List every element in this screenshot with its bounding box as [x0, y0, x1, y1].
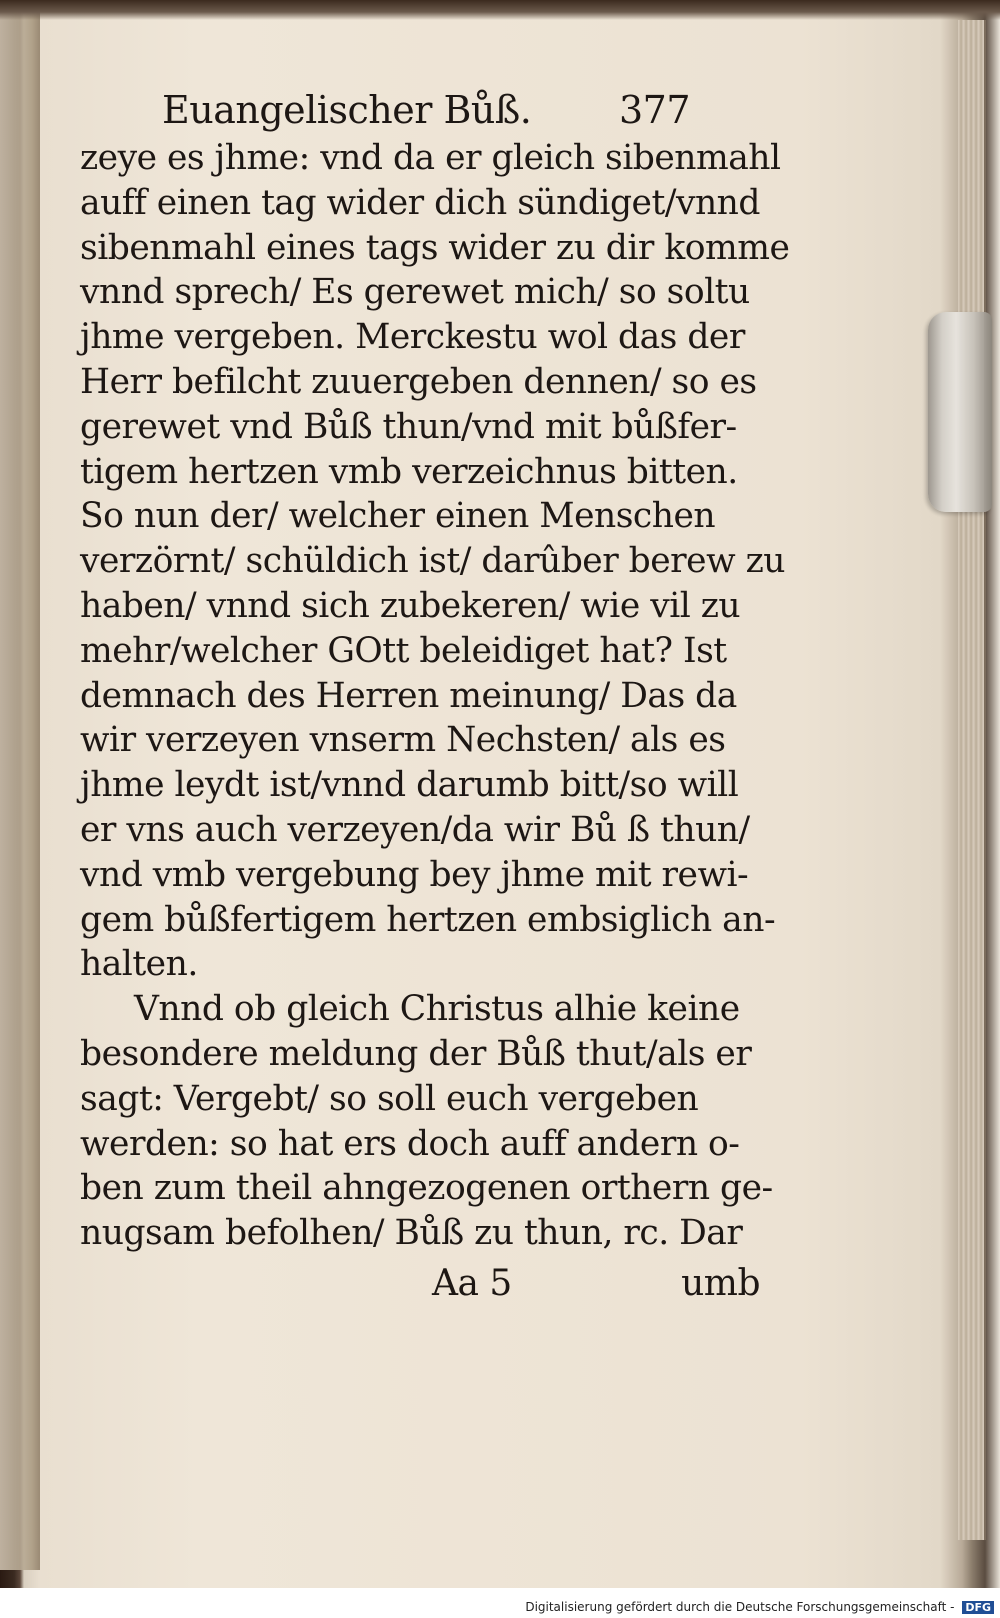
text-line: nugsam befolhen/ Bůß zu thun, rc. Dar [80, 1213, 743, 1254]
text-line: ben zum theil ahngezogenen orthern ge- [80, 1168, 773, 1209]
signature-mark: Aa 5 [432, 1262, 512, 1304]
page-number: 377 [618, 88, 690, 132]
text-line: er vns auch verzeyen/da wir Bů ß thun/ [80, 809, 750, 850]
text-line: Herr befilcht zuuergeben dennen/ so es [80, 361, 757, 402]
text-line: vnnd sprech/ Es gerewet mich/ so soltu [80, 272, 750, 313]
book-page-edges [958, 20, 986, 1540]
running-title: Euangelischer Bůß. [162, 88, 532, 132]
text-line: verzörnt/ schüldich ist/ darûber berew zu [80, 541, 785, 582]
text-line: werden: so hat ers doch auff andern o- [80, 1123, 740, 1164]
digitization-credit [525, 1600, 994, 1614]
text-line: besondere meldung der Bůß thut/als er [80, 1033, 752, 1074]
text-line: Vnnd ob gleich Christus alhie keine [134, 989, 740, 1030]
text-line: gerewet vnd Bůß thun/vnd mit bůßfer- [80, 406, 737, 447]
text-line: sibenmahl eines tags wider zu dir komme [80, 227, 790, 268]
catchword: umb [681, 1262, 760, 1304]
text-line: demnach des Herren meinung/ Das da [80, 675, 737, 716]
page-text [80, 88, 790, 1312]
text-line: jhme vergeben. Merckestu wol das der [80, 317, 745, 358]
facing-page-gutter [0, 0, 40, 1570]
text-line: So nun der/ welcher einen Menschen [80, 496, 716, 537]
book-top-edge [0, 0, 1000, 20]
text-line: gem bůßfertigem hertzen embsiglich an- [80, 899, 776, 940]
paragraph-1 [80, 136, 790, 987]
text-line: zeye es jhme: vnd da er gleich sibenmahl [80, 138, 781, 178]
text-line: auff einen tag wider dich sündiget/vnnd [80, 182, 760, 223]
credit-text: Digitalisierung gefördert durch die Deutsche Forschungsgemeinschaft - [525, 1600, 955, 1614]
text-line: vnd vmb vergebung bey jhme mit rewi- [80, 854, 749, 895]
text-line: halten. [80, 944, 198, 985]
text-line: sagt: Vergebt/ so soll euch vergeben [80, 1078, 699, 1119]
running-head [80, 88, 760, 136]
page-footer-line [80, 1262, 760, 1312]
page-clip [928, 312, 992, 512]
text-line: tigem hertzen vmb verzeichnus bitten. [80, 451, 738, 492]
text-line: haben/ vnnd sich zubekeren/ wie vil zu [80, 585, 741, 626]
dfg-logo: DFG [962, 1601, 994, 1614]
text-line: wir verzeyen vnserm Nechsten/ als es [80, 720, 726, 761]
text-line: jhme leydt ist/vnnd darumb bitt/so will [80, 765, 739, 806]
text-line: mehr/welcher GOtt beleidiget hat? Ist [80, 630, 727, 671]
paragraph-2 [80, 987, 773, 1256]
